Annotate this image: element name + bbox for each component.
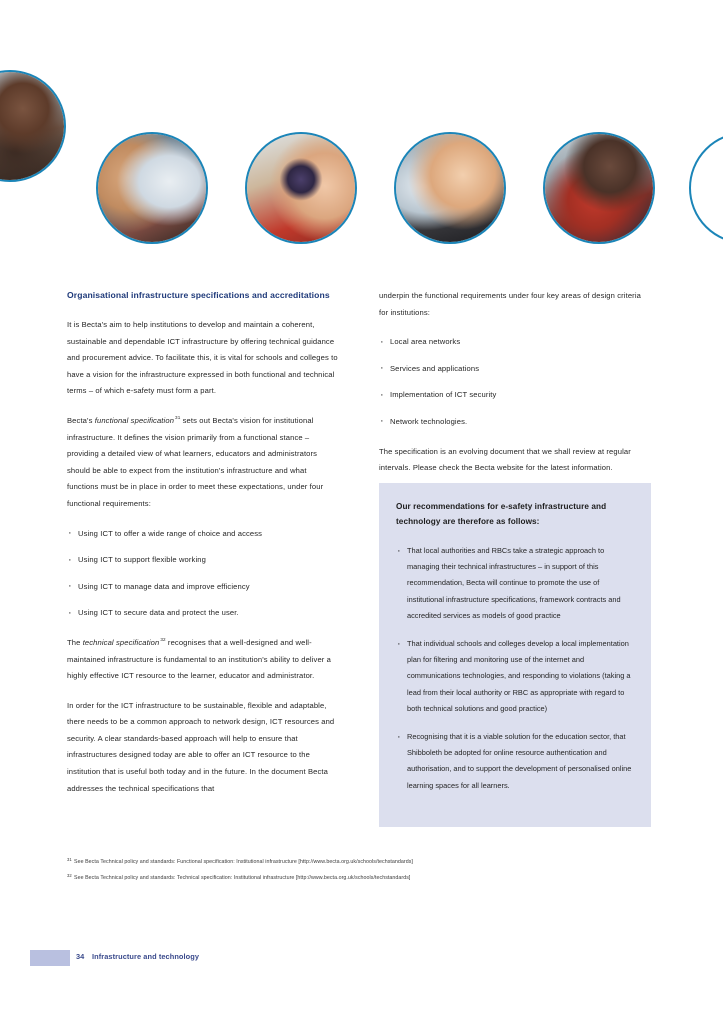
photo-girl-with-camera — [245, 132, 357, 244]
footnote-32 — [67, 874, 667, 883]
paragraph-technical-specification-pre: The — [67, 637, 83, 647]
list-item: · Recognising that it is a viable solution for the education sector, that Shibboleth be adopted for online resource authentication and authorisation, and to support the development of personalised online learning spaces for all learners. — [396, 729, 633, 794]
functional-requirements-list — [67, 526, 339, 622]
photo-girl-with-camera-image — [247, 134, 355, 242]
photo-boy-drawing-on-tablet-image — [98, 134, 206, 242]
footnote-32-number: 32 — [67, 872, 72, 878]
footnote-32-text: See Becta Technical policy and standards: Technical specification: Institutional infrastructure [http://www.becta.org.uk/schools/techstandards] — [74, 875, 411, 881]
recommendations-heading: Our recommendations for e-safety infrastructure and technology are therefore as follows: — [396, 502, 607, 526]
footnote-31-number: 31 — [67, 856, 72, 862]
functional-specification-title: functional specification — [94, 415, 175, 425]
list-item: · Network technologies. — [379, 414, 651, 431]
list-item: · Implementation of ICT security — [379, 387, 651, 404]
left-text-column — [67, 288, 339, 797]
list-item: · Local area networks — [379, 334, 651, 351]
recommendations-list — [396, 543, 633, 794]
photo-empty-outline — [689, 132, 723, 244]
list-item: · Services and applications — [379, 361, 651, 378]
footnote-marker-31: 31 — [175, 415, 181, 421]
photo-girl-writing — [543, 132, 655, 244]
photo-boy-drawing-on-tablet — [96, 132, 208, 244]
photo-teenager-with-camera — [394, 132, 506, 244]
list-item: · That local authorities and RBCs take a strategic approach to managing their technical infrastructures – in support of this recommendation, Becta will continue to promote the use of institutional infrastructure specifications, framework contracts and accredited services as models of good practice — [396, 543, 633, 624]
right-text-column — [379, 288, 651, 477]
technical-specification-title: technical specification — [82, 637, 160, 647]
list-item: · Using ICT to secure data and protect the user. — [67, 605, 339, 622]
paragraph-becta-aim: It is Becta's aim to help institutions to develop and maintain a coherent, sustainable and dependable ICT infrastructure by offering technical guidance and procurement advice. To facilitate this, it is vital for schools and colleges to have a vision for the infrastructure expressed in both functional and technical terms – of which e-safety must form a part. — [67, 320, 338, 396]
footer-accent-swatch — [30, 950, 70, 966]
list-item: · Using ICT to manage data and improve efficiency — [67, 579, 339, 596]
list-item: · Using ICT to offer a wide range of choice and access — [67, 526, 339, 543]
paragraph-design-criteria: underpin the functional requirements under four key areas of design criteria for institutions: — [379, 291, 641, 317]
paragraph-technical-specification-post: recognises that a well-designed and well-maintained infrastructure is fundamental to an institution's ability to deliver a highly effective ICT resource to the learner, educator and administrator. — [67, 637, 332, 681]
design-criteria-list — [379, 334, 651, 430]
page-footer — [0, 950, 723, 972]
photo-child-at-laptop-image — [0, 72, 64, 180]
photo-band — [0, 60, 723, 190]
paragraph-technical-specification — [67, 635, 339, 685]
photo-girl-writing-image — [545, 134, 653, 242]
photo-child-at-laptop — [0, 70, 66, 182]
list-item: · That individual schools and colleges develop a local implementation plan for filtering and monitoring use of the internet and communications technologies, and responding to violations (taking a lead from their local authority or RBC as appropriate with regard to both technical solutions and good practice) — [396, 636, 633, 717]
photo-teenager-with-camera-image — [396, 134, 504, 242]
footnote-31-text: See Becta Technical policy and standards: Functional specification: Institutional infrastructure [http://www.becta.org.uk/schools/techstandards] — [74, 859, 413, 865]
paragraph-functional-specification — [67, 413, 339, 513]
page-title: Organisational infrastructure specifications and accreditations — [67, 290, 330, 300]
list-item: · Using ICT to support flexible working — [67, 552, 339, 569]
footer-section-title: Infrastructure and technology — [92, 952, 200, 961]
paragraph-sustainable-infrastructure: In order for the ICT infrastructure to be sustainable, flexible and adaptable, there needs to be a common approach to network design, ICT resources and security. A clear standards-based approach will help to ensure that infrastructures designed today are able to offer an ICT resource to the institution that is useful both today and in the future. In the document Becta addresses the technical specifications that — [67, 700, 335, 793]
footnote-marker-32: 32 — [160, 637, 166, 643]
paragraph-functional-specification-post: sets out Becta's vision for institutional infrastructure. It defines the vision primarily from a functional stance – providing a detailed view of what learners, educators and administrators should be able to expect from the institution's infrastructure and what functions must be in place in order to meet these expectations, under four functional requirements: — [67, 415, 324, 508]
page-number: 34 — [76, 952, 85, 961]
footnotes — [67, 858, 667, 890]
paragraph-functional-specification-pre: Becta's — [67, 415, 95, 425]
recommendations-callout-box — [379, 483, 651, 827]
paragraph-evolving-document: The specification is an evolving document that we shall review at regular intervals. Please check the Becta website for the latest information. — [379, 446, 631, 473]
footnote-31 — [67, 858, 667, 867]
